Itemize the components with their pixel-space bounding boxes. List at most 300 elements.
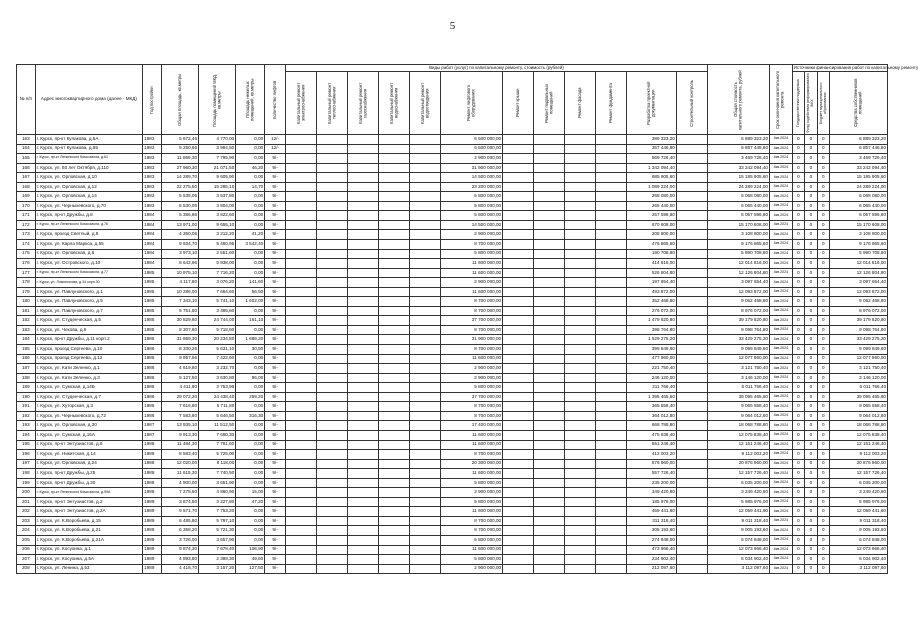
- row-work-roof: 11 600 000,00: [441, 287, 503, 297]
- row-lifts: 9/-: [265, 507, 286, 517]
- row-work-basement: [503, 259, 534, 269]
- row-lifts: 9/-: [265, 335, 286, 345]
- row-source-municipal: 0: [817, 249, 829, 259]
- row-source-fund: 0: [805, 564, 817, 574]
- row-source-fund: 0: [805, 230, 817, 240]
- row-number: 197: [17, 459, 36, 469]
- row-work-water: [378, 182, 409, 192]
- row-work-facade: [534, 497, 565, 507]
- row-total-area: 27 960,30: [161, 163, 198, 173]
- row-premises-area: 4 860,90: [199, 488, 236, 498]
- row-source-fund: 0: [805, 220, 817, 230]
- row-total-cost: 3 121 750,40: [707, 364, 769, 374]
- row-source-owners: 12 126 804,80: [829, 268, 887, 278]
- row-work-lift: [596, 154, 627, 164]
- row-lifts: 12/-: [265, 135, 286, 145]
- row-year: 1989: [143, 535, 162, 545]
- row-source-fund: 0: [805, 383, 817, 393]
- row-nonresidential-area: 259,20: [236, 392, 265, 402]
- row-work-facade: [534, 392, 565, 402]
- row-work-lift: [596, 364, 627, 374]
- header-work-foundation: Ремонт фундамента: [608, 83, 614, 123]
- row-address: г. Курск, проезд Сергеева, д.12: [35, 354, 143, 364]
- header-works-group: Виды работ (услуг) по капитальному ремонту, стоимость (рублей): [285, 65, 707, 72]
- row-total-area: 4 900,00: [161, 478, 198, 488]
- row-lifts: 9/-: [265, 287, 286, 297]
- row-work-gas: [347, 478, 378, 488]
- row-total-area: 10 286,00: [161, 287, 198, 297]
- row-deadline: 4кв.2024: [770, 507, 793, 517]
- row-source-fund: 0: [805, 488, 817, 498]
- row-number: 198: [17, 469, 36, 479]
- row-year: 1986: [143, 335, 162, 345]
- row-work-lift: [596, 316, 627, 326]
- row-work-control: [676, 240, 707, 250]
- row-work-facade: [534, 488, 565, 498]
- row-work-roof: 14 500 000,00: [441, 173, 503, 183]
- row-source-municipal: 0: [817, 268, 829, 278]
- row-year: 1988: [143, 440, 162, 450]
- row-work-lift: [596, 392, 627, 402]
- row-source-fund: 0: [805, 135, 817, 145]
- row-total-cost: 6 074 848,00: [707, 535, 769, 545]
- row-year: 1984: [143, 240, 162, 250]
- row-source-state: 0: [792, 354, 804, 364]
- row-total-area: 5 250,66: [161, 144, 198, 154]
- row-total-area: 5 535,06: [161, 192, 198, 202]
- row-nonresidential-area: 0,00: [236, 192, 265, 202]
- row-work-project: 1 479 820,80: [627, 316, 677, 326]
- row-source-state: 0: [792, 526, 804, 536]
- table-row: [17, 564, 888, 574]
- row-work-water: [378, 325, 409, 335]
- row-total-cost: 12 093 872,00: [707, 287, 769, 297]
- row-total-area: 9 571,70: [161, 507, 198, 517]
- row-work-roof: 11 600 000,00: [441, 268, 503, 278]
- row-source-municipal: 0: [817, 488, 829, 498]
- row-work-lift: [596, 306, 627, 316]
- row-source-fund: 0: [805, 430, 817, 440]
- row-lifts: 9/-: [265, 316, 286, 326]
- row-work-foundation: [565, 555, 596, 565]
- row-nonresidential-area: 0,00: [236, 469, 265, 479]
- row-work-foundation: [565, 287, 596, 297]
- row-work-electric: [285, 488, 316, 498]
- row-total-cost: 3 112 097,60: [707, 564, 769, 574]
- row-total-cost: 6 065 440,00: [707, 201, 769, 211]
- row-source-municipal: 0: [817, 459, 829, 469]
- row-work-control: [676, 555, 707, 565]
- row-deadline: 4кв.2024: [770, 440, 793, 450]
- row-address: г. Курск, ул. Косухина, д.5А: [35, 555, 143, 565]
- row-total-cost: 33 429 275,20: [707, 335, 769, 345]
- row-work-basement: [503, 345, 534, 355]
- row-address: г. Курск, пр-кт Дружбы, д.30: [35, 478, 143, 488]
- row-lifts: 9/-: [265, 535, 286, 545]
- row-work-facade: [534, 335, 565, 345]
- row-work-facade: [534, 163, 565, 173]
- row-work-foundation: [565, 469, 596, 479]
- row-work-control: [676, 488, 707, 498]
- row-source-fund: 0: [805, 240, 817, 250]
- row-year: 1983: [143, 173, 162, 183]
- row-number: 199: [17, 478, 36, 488]
- row-nonresidential-area: 0,00: [236, 402, 265, 412]
- row-nonresidential-area: 46,20: [236, 163, 265, 173]
- row-work-roof: 14 500 000,00: [441, 220, 503, 230]
- row-nonresidential-area: 0,00: [236, 535, 265, 545]
- row-work-roof: 8 700 000,00: [441, 411, 503, 421]
- row-work-heat: [316, 268, 347, 278]
- row-source-municipal: 0: [817, 297, 829, 307]
- row-work-gas: [347, 220, 378, 230]
- row-work-sewer: [410, 278, 441, 288]
- row-source-fund: 0: [805, 497, 817, 507]
- row-work-project: 398 764,80: [627, 325, 677, 335]
- row-work-control: [676, 535, 707, 545]
- row-work-basement: [503, 316, 534, 326]
- row-source-owners: 9 112 003,20: [829, 450, 887, 460]
- row-source-municipal: 0: [817, 469, 829, 479]
- row-source-state: 0: [792, 564, 804, 574]
- row-work-control: [676, 249, 707, 259]
- row-nonresidential-area: 47,20: [236, 497, 265, 507]
- row-year: 1986: [143, 364, 162, 374]
- row-work-water: [378, 306, 409, 316]
- row-work-facade: [534, 230, 565, 240]
- row-address: г. Курск, пр-кт Дружбы, д.8: [35, 211, 143, 221]
- row-deadline: 4кв.2024: [770, 316, 793, 326]
- row-work-sewer: [410, 459, 441, 469]
- row-number: 168: [17, 182, 36, 192]
- row-work-basement: [503, 173, 534, 183]
- row-work-heat: [316, 450, 347, 460]
- row-total-cost: 6 068 080,00: [707, 192, 769, 202]
- row-source-municipal: 0: [817, 364, 829, 374]
- row-work-sewer: [410, 478, 441, 488]
- row-work-control: [676, 345, 707, 355]
- row-source-municipal: 0: [817, 345, 829, 355]
- row-work-basement: [503, 230, 534, 240]
- row-premises-area: 4 770,00: [199, 135, 236, 145]
- row-source-municipal: 0: [817, 373, 829, 383]
- row-work-basement: [503, 555, 534, 565]
- row-nonresidential-area: 0,00: [236, 430, 265, 440]
- row-source-state: 0: [792, 507, 804, 517]
- row-work-basement: [503, 478, 534, 488]
- row-work-sewer: [410, 383, 441, 393]
- row-total-cost: 12 073 966,40: [707, 545, 769, 555]
- row-work-project: 235 200,00: [627, 478, 677, 488]
- row-work-project: 221 750,40: [627, 364, 677, 374]
- row-work-control: [676, 135, 707, 145]
- row-nonresidential-area: 56,50: [236, 287, 265, 297]
- row-work-electric: [285, 354, 316, 364]
- row-lifts: 9/-: [265, 497, 286, 507]
- row-work-heat: [316, 182, 347, 192]
- row-work-facade: [534, 173, 565, 183]
- row-deadline: 4кв.2024: [770, 392, 793, 402]
- row-work-heat: [316, 135, 347, 145]
- row-total-area: 5 751,50: [161, 306, 198, 316]
- row-source-municipal: 0: [817, 402, 829, 412]
- row-work-roof: 31 900 000,00: [441, 163, 503, 173]
- row-nonresidential-area: 0,00: [236, 259, 265, 269]
- row-work-heat: [316, 297, 347, 307]
- row-premises-area: 5 938,00: [199, 259, 236, 269]
- row-work-gas: [347, 555, 378, 565]
- row-work-foundation: [565, 316, 596, 326]
- row-work-lift: [596, 163, 627, 173]
- row-work-facade: [534, 411, 565, 421]
- row-work-foundation: [565, 135, 596, 145]
- row-address: г. Курск, пр-кт Энтузиастов, д.2: [35, 497, 143, 507]
- row-work-sewer: [410, 545, 441, 555]
- row-work-sewer: [410, 192, 441, 202]
- table-row: [17, 497, 888, 507]
- row-work-foundation: [565, 535, 596, 545]
- row-address: г. Курск, ул. Орловская, д.24: [35, 459, 143, 469]
- row-work-basement: [503, 440, 534, 450]
- row-work-water: [378, 163, 409, 173]
- row-source-state: 0: [792, 192, 804, 202]
- row-nonresidential-area: 0,00: [236, 144, 265, 154]
- row-work-roof: 23 200 000,00: [441, 182, 503, 192]
- row-lifts: 9/-: [265, 364, 286, 374]
- row-deadline: 4кв.2024: [770, 154, 793, 164]
- row-premises-area: 7 716,20: [199, 268, 236, 278]
- row-work-lift: [596, 135, 627, 145]
- row-total-area: 12 020,00: [161, 459, 198, 469]
- row-work-basement: [503, 163, 534, 173]
- row-work-facade: [534, 192, 565, 202]
- row-work-lift: [596, 268, 627, 278]
- row-address: г. Курск, проезд Сергеева, д.10: [35, 345, 143, 355]
- row-work-project: 268 080,00: [627, 192, 677, 202]
- row-premises-area: 3 227,80: [199, 497, 236, 507]
- row-work-basement: [503, 211, 534, 221]
- row-work-electric: [285, 278, 316, 288]
- table-row: [17, 325, 888, 335]
- row-work-facade: [534, 135, 565, 145]
- row-total-area: 3 874,50: [161, 497, 198, 507]
- row-work-facade: [534, 354, 565, 364]
- row-number: 171: [17, 211, 36, 221]
- row-deadline: 4кв.2024: [770, 163, 793, 173]
- row-address: г. Курск, ул. К.Воробьева, д.15: [35, 516, 143, 526]
- row-year: 1985: [143, 287, 162, 297]
- row-work-electric: [285, 383, 316, 393]
- row-source-owners: 12 073 966,40: [829, 545, 887, 555]
- row-work-foundation: [565, 478, 596, 488]
- row-total-area: 31 869,30: [161, 335, 198, 345]
- row-work-sewer: [410, 440, 441, 450]
- row-address: г. Курск, ул. Орловская, д.30: [35, 421, 143, 431]
- row-work-roof: 2 900 000,00: [441, 364, 503, 374]
- row-lifts: 9/-: [265, 469, 286, 479]
- row-work-heat: [316, 144, 347, 154]
- row-work-project: 389 323,20: [627, 135, 677, 145]
- row-source-owners: 9 065 558,40: [829, 402, 887, 412]
- row-work-project: 414 816,00: [627, 259, 677, 269]
- header-source-municipal: Бюджет муниципального образования: [818, 82, 827, 124]
- row-source-fund: 0: [805, 421, 817, 431]
- row-work-control: [676, 182, 707, 192]
- row-source-state: 0: [792, 364, 804, 374]
- repair-register-table: [16, 64, 918, 574]
- row-source-fund: 0: [805, 555, 817, 565]
- row-work-sewer: [410, 154, 441, 164]
- row-work-basement: [503, 430, 534, 440]
- row-work-project: 365 558,40: [627, 402, 677, 412]
- header-nonresidential-area: Площадь нежилых помещений, кв.метры: [244, 78, 255, 121]
- row-work-electric: [285, 411, 316, 421]
- row-deadline: 4кв.2024: [770, 297, 793, 307]
- row-address: г. Курск, ул. Орловская, д.12: [35, 182, 143, 192]
- row-work-project: 557 726,40: [627, 469, 677, 479]
- row-source-owners: 12 075 838,40: [829, 430, 887, 440]
- row-work-control: [676, 421, 707, 431]
- row-number: 188: [17, 373, 36, 383]
- row-number: 203: [17, 516, 36, 526]
- row-number: 181: [17, 306, 36, 316]
- row-work-water: [378, 316, 409, 326]
- row-work-facade: [534, 268, 565, 278]
- row-work-lift: [596, 287, 627, 297]
- row-nonresidential-area: 0,00: [236, 211, 265, 221]
- row-work-water: [378, 440, 409, 450]
- row-nonresidential-area: 106,90: [236, 545, 265, 555]
- row-number: 183: [17, 325, 36, 335]
- row-total-area: 3 973,10: [161, 249, 198, 259]
- row-work-water: [378, 354, 409, 364]
- row-work-lift: [596, 201, 627, 211]
- table-row: [17, 392, 888, 402]
- row-work-control: [676, 287, 707, 297]
- row-total-area: 10 975,10: [161, 268, 198, 278]
- row-lifts: 9/-: [265, 392, 286, 402]
- row-deadline: 4кв.2024: [770, 373, 793, 383]
- row-source-fund: 0: [805, 335, 817, 345]
- row-source-state: 0: [792, 545, 804, 555]
- row-work-heat: [316, 555, 347, 565]
- row-work-roof: 11 600 000,00: [441, 545, 503, 555]
- row-number: 201: [17, 497, 36, 507]
- row-work-gas: [347, 182, 378, 192]
- row-source-fund: 0: [805, 201, 817, 211]
- row-work-foundation: [565, 430, 596, 440]
- row-source-municipal: 0: [817, 354, 829, 364]
- row-source-owners: 6 065 440,00: [829, 201, 887, 211]
- row-lifts: 9/-: [265, 240, 286, 250]
- row-work-water: [378, 364, 409, 374]
- row-work-gas: [347, 240, 378, 250]
- row-work-electric: [285, 306, 316, 316]
- row-work-sewer: [410, 373, 441, 383]
- row-total-area: 8 583,40: [161, 450, 198, 460]
- row-total-area: 4 893,80: [161, 555, 198, 565]
- row-year: 1988: [143, 450, 162, 460]
- row-year: 1983: [143, 154, 162, 164]
- row-source-municipal: 0: [817, 440, 829, 450]
- row-source-owners: 6 068 080,00: [829, 192, 887, 202]
- row-source-municipal: 0: [817, 507, 829, 517]
- row-number: 170: [17, 201, 36, 211]
- row-source-fund: 0: [805, 211, 817, 221]
- row-work-project: 234 902,40: [627, 555, 677, 565]
- row-work-project: 459 441,60: [627, 507, 677, 517]
- row-source-state: 0: [792, 249, 804, 259]
- row-work-heat: [316, 516, 347, 526]
- row-total-cost: 9 064 012,80: [707, 411, 769, 421]
- row-work-control: [676, 440, 707, 450]
- row-work-project: 475 838,40: [627, 430, 677, 440]
- row-work-control: [676, 545, 707, 555]
- row-work-foundation: [565, 545, 596, 555]
- row-work-basement: [503, 201, 534, 211]
- row-number: 169: [17, 192, 36, 202]
- row-work-control: [676, 392, 707, 402]
- row-source-fund: 0: [805, 259, 817, 269]
- row-source-owners: 39 179 820,80: [829, 316, 887, 326]
- row-source-fund: 0: [805, 354, 817, 364]
- row-source-state: 0: [792, 325, 804, 335]
- row-year: 1984: [143, 259, 162, 269]
- row-work-foundation: [565, 268, 596, 278]
- row-nonresidential-area: 1 602,00: [236, 297, 265, 307]
- row-nonresidential-area: 161,10: [236, 316, 265, 326]
- row-premises-area: 3 076,20: [199, 278, 236, 288]
- row-source-municipal: 0: [817, 316, 829, 326]
- row-source-fund: 0: [805, 192, 817, 202]
- row-work-facade: [534, 182, 565, 192]
- table-row: [17, 259, 888, 269]
- row-total-cost: 15 170 608,00: [707, 220, 769, 230]
- header-work-roof: Ремонт крыши: [514, 88, 520, 118]
- row-total-cost: 9 052 468,80: [707, 297, 769, 307]
- row-number: 200: [17, 488, 36, 498]
- row-source-municipal: 0: [817, 383, 829, 393]
- row-lifts: 9/-: [265, 430, 286, 440]
- row-year: 1986: [143, 392, 162, 402]
- row-work-heat: [316, 335, 347, 345]
- table-row: [17, 173, 888, 183]
- row-work-control: [676, 478, 707, 488]
- row-address: г. Курск, ул. Черныхевского, д.72: [35, 411, 143, 421]
- row-work-sewer: [410, 287, 441, 297]
- row-premises-area: 7 422,60: [199, 354, 236, 364]
- row-total-area: 11 615,30: [161, 469, 198, 479]
- row-lifts: 9/-: [265, 278, 286, 288]
- row-work-facade: [534, 507, 565, 517]
- row-source-fund: 0: [805, 516, 817, 526]
- row-work-electric: [285, 545, 316, 555]
- row-year: 1983: [143, 144, 162, 154]
- row-work-sewer: [410, 516, 441, 526]
- row-work-water: [378, 278, 409, 288]
- row-source-municipal: 0: [817, 564, 829, 574]
- row-address: г. Курск, ул. 50 лет Октября, д.110: [35, 163, 143, 173]
- row-work-control: [676, 325, 707, 335]
- row-premises-area: 5 718,60: [199, 325, 236, 335]
- row-work-water: [378, 144, 409, 154]
- row-source-state: 0: [792, 173, 804, 183]
- row-deadline: 4кв.2024: [770, 182, 793, 192]
- row-work-project: 670 608,00: [627, 220, 677, 230]
- row-address: г. Курск, пр-кт Ленинского Комсомола, д.76: [35, 220, 143, 230]
- row-work-electric: [285, 182, 316, 192]
- row-address: г. Курск, ул. Хуторская, д.3: [35, 402, 143, 412]
